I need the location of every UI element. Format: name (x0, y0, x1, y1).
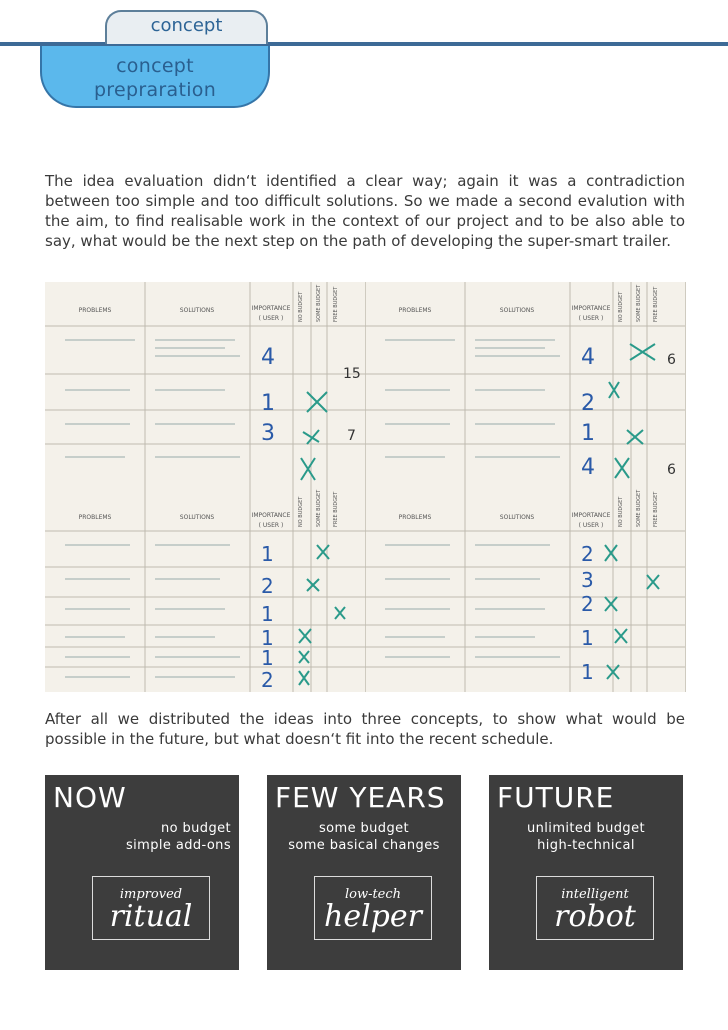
ws-problems-header: PROBLEMS (78, 307, 112, 314)
ws-score: 4 (261, 345, 275, 370)
ws-score: 1 (581, 660, 594, 684)
ws-score: 4 (581, 455, 595, 480)
section-tab-line2: prepraration (93, 79, 217, 101)
concept-card-now (45, 775, 239, 970)
ws-solutions-header: SOLUTIONS (179, 514, 215, 521)
ws-no-budget-header: NO BUDGET (298, 291, 304, 322)
chapter-tab[interactable] (105, 10, 268, 44)
concept-title: FEW YEARS (275, 781, 446, 814)
ws-no-budget-header: NO BUDGET (618, 291, 624, 322)
ws-score: 2 (581, 592, 594, 616)
ws-importance-header: IMPORTANCE (571, 512, 611, 519)
ws-user-header: ( USER ) (578, 315, 604, 322)
ws-score: 4 (581, 345, 595, 370)
ws-score: 3 (261, 421, 275, 446)
summary-paragraph: After all we distributed the ideas into three concepts, to show what would be possible in the future, but what doesn‘t fit into the recent schedule. (45, 710, 685, 748)
concept-name: robot (554, 899, 636, 934)
ws-side-note: 6 (667, 352, 676, 368)
concept-scope: simple add-ons (125, 838, 231, 853)
ws-no-budget-header: NO BUDGET (618, 496, 624, 527)
section-tab-line1: concept (116, 55, 194, 77)
ws-score: 1 (261, 542, 274, 566)
chapter-tab-label: concept (150, 15, 223, 36)
concept-card-few-years (267, 775, 461, 970)
concept-label-frame (92, 876, 210, 940)
concept-card-future (489, 775, 683, 970)
worksheet-sheet (45, 487, 366, 692)
ws-some-budget-header: SOME BUDGET (316, 489, 322, 527)
ws-free-budget-header: FREE BUDGET (333, 286, 339, 322)
ws-score: 3 (581, 568, 594, 592)
ws-score: 1 (261, 602, 274, 626)
concept-label-frame (536, 876, 654, 940)
ws-score: 2 (581, 391, 595, 416)
concept-budget: some budget (318, 821, 409, 836)
ws-importance-header: IMPORTANCE (251, 305, 291, 312)
ws-solutions-header: SOLUTIONS (499, 514, 535, 521)
ws-score: 2 (261, 574, 274, 598)
ws-score: 1 (261, 626, 274, 650)
section-tab[interactable] (40, 46, 270, 108)
worksheet-sheet (365, 282, 686, 487)
concept-qualifier: intelligent (561, 887, 629, 902)
concept-qualifier: low-tech (344, 887, 402, 902)
ws-score: 2 (581, 542, 594, 566)
ws-score: 2 (261, 668, 274, 692)
ws-problems-header: PROBLEMS (398, 307, 432, 314)
concept-title: FUTURE (497, 781, 615, 814)
ws-importance-header: IMPORTANCE (571, 305, 611, 312)
ws-some-budget-header: SOME BUDGET (636, 284, 642, 322)
ws-score: 1 (581, 626, 594, 650)
ws-side-note: 15 (343, 366, 361, 382)
ws-side-note: 7 (347, 428, 356, 444)
concept-name: helper (324, 899, 422, 934)
ws-user-header: ( USER ) (258, 522, 284, 529)
ws-score: 1 (261, 391, 275, 416)
concept-scope: some basical changes (288, 838, 440, 853)
concept-name: ritual (109, 899, 193, 934)
worksheet-sheet (365, 487, 686, 692)
ws-some-budget-header: SOME BUDGET (636, 489, 642, 527)
ws-free-budget-header: FREE BUDGET (653, 491, 659, 527)
ws-problems-header: PROBLEMS (398, 514, 432, 521)
ws-score: 1 (261, 646, 274, 670)
concept-scope: high-technical (537, 838, 635, 853)
ws-problems-header: PROBLEMS (78, 514, 112, 521)
ws-importance-header: IMPORTANCE (251, 512, 291, 519)
concept-budget: unlimited budget (527, 821, 645, 836)
ws-user-header: ( USER ) (578, 522, 604, 529)
concept-qualifier: improved (119, 887, 183, 902)
worksheet-sheet (45, 282, 366, 487)
ws-some-budget-header: SOME BUDGET (316, 284, 322, 322)
ws-solutions-header: SOLUTIONS (179, 307, 215, 314)
ws-score: 1 (581, 421, 595, 446)
concept-label-frame (314, 876, 432, 940)
ws-free-budget-header: FREE BUDGET (333, 491, 339, 527)
concept-title: NOW (53, 781, 127, 814)
ws-user-header: ( USER ) (258, 315, 284, 322)
intro-paragraph: The idea evaluation didn‘t identified a clear way; again it was a contradiction between too simple and too difficult solutions. So we made a second evalution with the aim, to find realisable work in the context of our project and to be also able to say, what would be the next step on the path of developing the super-smart trailer. (45, 172, 685, 250)
concept-budget: no budget (160, 821, 231, 836)
ws-no-budget-header: NO BUDGET (298, 496, 304, 527)
evaluation-worksheet-scan (45, 282, 685, 692)
ws-side-note: 6 (667, 462, 676, 478)
ws-solutions-header: SOLUTIONS (499, 307, 535, 314)
ws-free-budget-header: FREE BUDGET (653, 286, 659, 322)
